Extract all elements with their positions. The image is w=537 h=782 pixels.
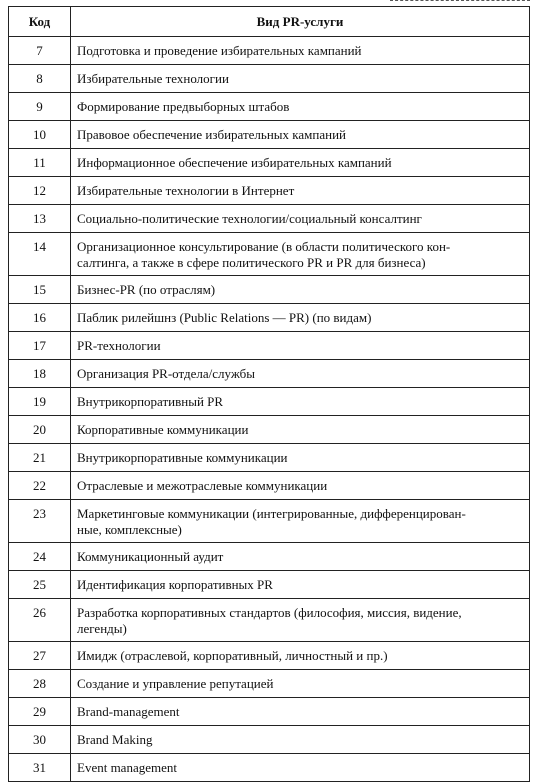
row-service: Избирательные технологии [71, 65, 530, 93]
row-code: 13 [9, 205, 71, 233]
table-row [9, 726, 530, 754]
pr-services-table [8, 6, 530, 782]
row-code: 30 [9, 726, 71, 754]
row-service: Разработка корпоративных стандартов (философия, миссия, видение, легенды) [71, 599, 530, 642]
row-code: 8 [9, 65, 71, 93]
header-code: Код [9, 7, 71, 37]
row-service: Правовое обеспечение избирательных кампаний [71, 121, 530, 149]
row-code: 17 [9, 332, 71, 360]
table-row [9, 205, 530, 233]
row-code: 12 [9, 177, 71, 205]
row-service: Event management [71, 754, 530, 782]
row-service: Идентификация корпоративных PR [71, 571, 530, 599]
table-row [9, 642, 530, 670]
table-row [9, 571, 530, 599]
row-service: Избирательные технологии в Интернет [71, 177, 530, 205]
row-service: Brand-management [71, 698, 530, 726]
row-service: PR-технологии [71, 332, 530, 360]
table-row [9, 37, 530, 65]
row-code: 25 [9, 571, 71, 599]
table-header-row [9, 7, 530, 37]
table-row [9, 472, 530, 500]
row-service: Создание и управление репутацией [71, 670, 530, 698]
row-service: Имидж (отраслевой, корпоративный, личностный и пр.) [71, 642, 530, 670]
table-row [9, 599, 530, 642]
row-code: 31 [9, 754, 71, 782]
row-code: 20 [9, 416, 71, 444]
row-code: 22 [9, 472, 71, 500]
row-service: Паблик рилейшнз (Public Relations — PR) (по видам) [71, 304, 530, 332]
table-row [9, 304, 530, 332]
row-service: Организационное консультирование (в области политического кон- салтинга, а также в сфере политического PR и PR для бизнеса) [71, 233, 530, 276]
row-code: 10 [9, 121, 71, 149]
table-row [9, 332, 530, 360]
row-service: Социально-политические технологии/социальный консалтинг [71, 205, 530, 233]
row-service: Информационное обеспечение избирательных кампаний [71, 149, 530, 177]
row-service: Бизнес-PR (по отраслям) [71, 276, 530, 304]
row-service: Формирование предвыборных штабов [71, 93, 530, 121]
row-code: 23 [9, 500, 71, 543]
row-service: Внутрикорпоративные коммуникации [71, 444, 530, 472]
table-row [9, 121, 530, 149]
table-row [9, 233, 530, 276]
row-code: 19 [9, 388, 71, 416]
table-row [9, 543, 530, 571]
table-row [9, 444, 530, 472]
header-service: Вид PR-услуги [71, 7, 530, 37]
row-code: 18 [9, 360, 71, 388]
table-row [9, 754, 530, 782]
table-row [9, 149, 530, 177]
row-code: 7 [9, 37, 71, 65]
table-row [9, 276, 530, 304]
row-code: 21 [9, 444, 71, 472]
table-row [9, 93, 530, 121]
page-top-rule [390, 0, 530, 1]
row-code: 9 [9, 93, 71, 121]
table-row [9, 416, 530, 444]
row-service: Подготовка и проведение избирательных кампаний [71, 37, 530, 65]
row-service: Корпоративные коммуникации [71, 416, 530, 444]
row-code: 27 [9, 642, 71, 670]
table-row [9, 177, 530, 205]
table-row [9, 500, 530, 543]
table-row [9, 388, 530, 416]
row-code: 24 [9, 543, 71, 571]
row-service: Организация PR-отдела/службы [71, 360, 530, 388]
row-service: Внутрикорпоративный PR [71, 388, 530, 416]
row-code: 14 [9, 233, 71, 276]
row-code: 16 [9, 304, 71, 332]
row-service: Brand Making [71, 726, 530, 754]
table-row [9, 698, 530, 726]
row-code: 11 [9, 149, 71, 177]
row-code: 26 [9, 599, 71, 642]
row-service: Маркетинговые коммуникации (интегрированные, дифференцирован- ные, комплексные) [71, 500, 530, 543]
row-service: Отраслевые и межотраслевые коммуникации [71, 472, 530, 500]
table-row [9, 670, 530, 698]
row-code: 15 [9, 276, 71, 304]
row-code: 29 [9, 698, 71, 726]
row-code: 28 [9, 670, 71, 698]
table-row [9, 65, 530, 93]
table-row [9, 360, 530, 388]
row-service: Коммуникационный аудит [71, 543, 530, 571]
table-body [9, 37, 530, 782]
